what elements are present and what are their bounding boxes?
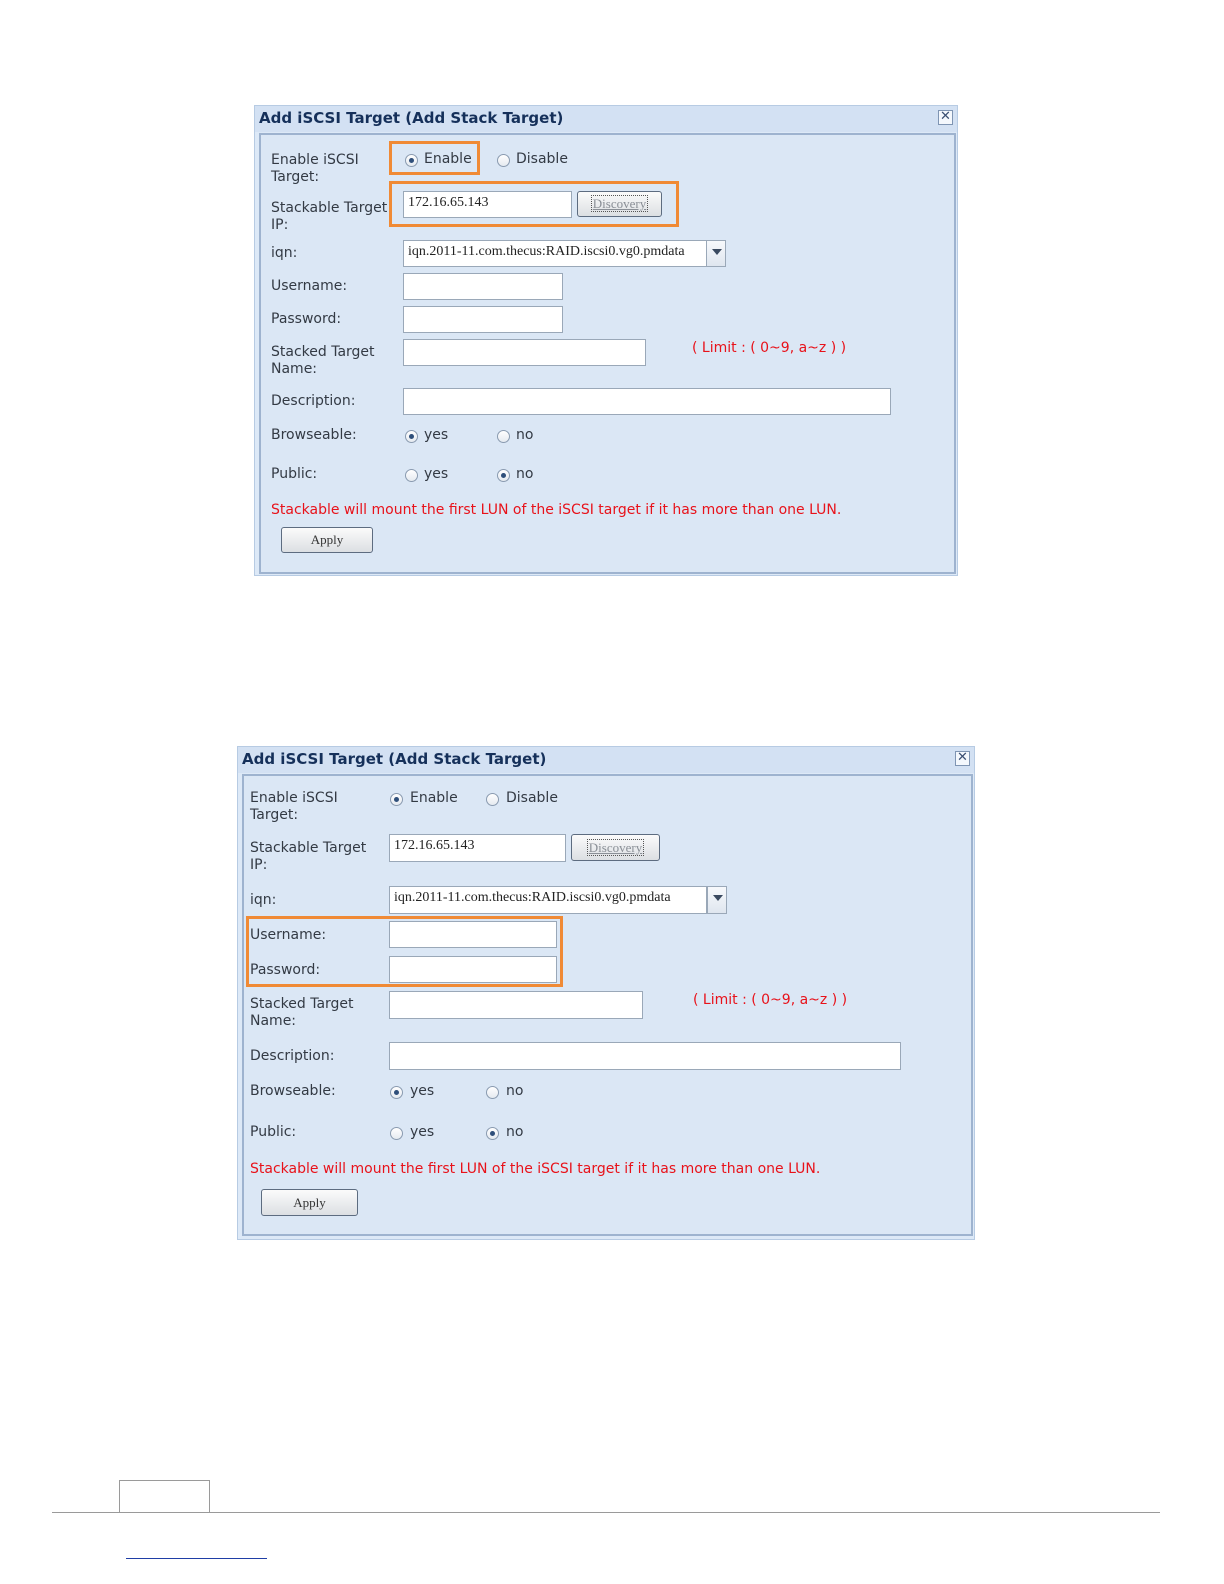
lun-warning: Stackable will mount the first LUN of the iSCSI target if it has more than one LUN. [271, 502, 842, 518]
stackable-ip-label: Stackable Target IP: [250, 840, 367, 873]
discovery-button-label: Discovery [592, 196, 647, 211]
chevron-down-icon[interactable] [706, 240, 726, 267]
disable-radio-label: Disable [506, 790, 558, 806]
highlight-ip [389, 181, 679, 227]
browseable-no-radio[interactable] [497, 430, 510, 443]
browseable-yes-radio[interactable] [390, 1086, 403, 1099]
browseable-label: Browseable: [250, 1083, 336, 1099]
public-no-radio[interactable] [497, 469, 510, 482]
public-yes-radio[interactable] [405, 469, 418, 482]
add-iscsi-target-dialog-1 [254, 105, 958, 576]
disable-radio[interactable] [497, 154, 510, 167]
enable-iscsi-label: Enable iSCSI Target: [271, 152, 359, 185]
browseable-yes-label: yes [424, 427, 449, 443]
disable-radio[interactable] [486, 793, 499, 806]
dialog-titlebar [255, 106, 957, 132]
limit-note: ( Limit : ( 0~9, a~z ) ) [692, 340, 847, 356]
enable-iscsi-label: Enable iSCSI Target: [250, 790, 338, 823]
stackable-ip-label: Stackable Target IP: [271, 200, 388, 233]
stacked-name-label: Stacked Target Name: [271, 344, 375, 377]
stacked-name-label: Stacked Target Name: [250, 996, 354, 1029]
public-no-radio[interactable] [486, 1127, 499, 1140]
discovery-button[interactable] [571, 834, 660, 861]
chevron-down-icon[interactable] [707, 886, 727, 914]
discovery-button-label: Discovery [588, 840, 643, 855]
enable-radio[interactable] [390, 793, 403, 806]
close-icon[interactable]: ✕ [938, 110, 953, 125]
username-label: Username: [250, 927, 327, 943]
close-icon[interactable]: ✕ [955, 751, 970, 766]
browseable-no-label: no [516, 427, 534, 443]
description-input[interactable] [389, 1042, 901, 1070]
browseable-yes-radio[interactable] [405, 430, 418, 443]
apply-button[interactable]: Apply [281, 527, 373, 553]
disable-radio-label: Disable [516, 151, 568, 167]
limit-note: ( Limit : ( 0~9, a~z ) ) [693, 992, 848, 1008]
dialog-title: Add iSCSI Target (Add Stack Target) [242, 750, 547, 768]
password-label: Password: [250, 962, 321, 978]
public-label: Public: [250, 1124, 297, 1140]
stacked-name-input[interactable] [389, 991, 643, 1019]
public-yes-label: yes [410, 1124, 435, 1140]
footer-divider [52, 1512, 1160, 1513]
description-input[interactable] [403, 388, 891, 415]
iqn-label: iqn: [271, 245, 298, 261]
enable-radio-label: Enable [410, 790, 458, 806]
password-input[interactable] [403, 306, 563, 333]
browseable-label: Browseable: [271, 427, 357, 443]
description-label: Description: [271, 393, 356, 409]
iqn-select[interactable]: iqn.2011-11.com.thecus:RAID.iscsi0.vg0.pmdata [403, 240, 707, 267]
enable-radio-label: Enable [424, 151, 472, 167]
browseable-no-radio[interactable] [486, 1086, 499, 1099]
add-iscsi-target-dialog-2 [237, 746, 975, 1240]
username-label: Username: [271, 278, 348, 294]
iqn-label: iqn: [250, 892, 277, 908]
public-no-label: no [516, 466, 534, 482]
stackable-ip-input[interactable]: 172.16.65.143 [389, 834, 566, 862]
apply-button[interactable]: Apply [261, 1189, 358, 1216]
form-panel [242, 774, 973, 1236]
form-panel [259, 133, 956, 574]
browseable-no-label: no [506, 1083, 524, 1099]
stackable-ip-input[interactable]: 172.16.65.143 [403, 191, 572, 218]
stacked-name-input[interactable] [403, 339, 646, 366]
public-yes-label: yes [424, 466, 449, 482]
footer-page-tab [119, 1480, 210, 1513]
iqn-select[interactable]: iqn.2011-11.com.thecus:RAID.iscsi0.vg0.pmdata [389, 886, 707, 914]
public-label: Public: [271, 466, 318, 482]
password-label: Password: [271, 311, 342, 327]
dialog-title: Add iSCSI Target (Add Stack Target) [259, 109, 564, 127]
browseable-yes-label: yes [410, 1083, 435, 1099]
public-no-label: no [506, 1124, 524, 1140]
description-label: Description: [250, 1048, 335, 1064]
highlight-enable [389, 141, 480, 175]
lun-warning: Stackable will mount the first LUN of the iSCSI target if it has more than one LUN. [250, 1161, 821, 1177]
highlight-credentials [246, 916, 563, 987]
dialog-titlebar [238, 747, 974, 773]
username-input[interactable] [403, 273, 563, 300]
public-yes-radio[interactable] [390, 1127, 403, 1140]
footer-link-underline[interactable] [126, 1558, 267, 1559]
